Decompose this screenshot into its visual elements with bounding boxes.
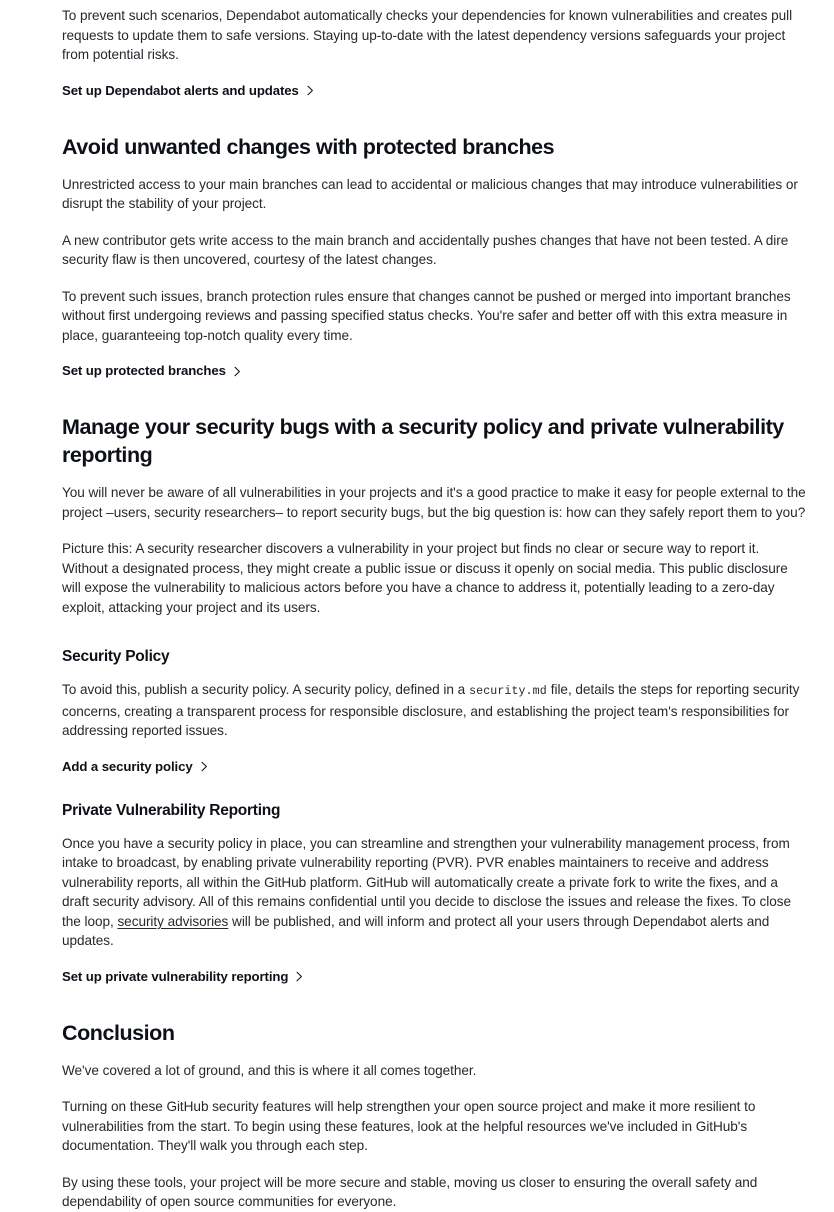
link-setup-protected-branches[interactable] (62, 362, 242, 380)
chevron-right-icon (306, 85, 315, 96)
link-label: Set up Dependabot alerts and updates (62, 82, 299, 98)
cta-row-security-policy (62, 758, 806, 778)
link-security-advisories[interactable]: security advisories (117, 913, 229, 929)
link-setup-private-vulnerability-reporting[interactable] (62, 968, 304, 986)
paragraph-security-policy (62, 680, 806, 741)
paragraph-part-1: To avoid this, publish a security policy. A security policy, defined in a (62, 682, 466, 697)
paragraph-security-bugs-1: You will never be aware of all vulnerabilities in your projects and it's a good practice to make it easy for people external to the project –users, security researchers– to report security bugs, but the big question is: how can they safely report them to you? (62, 485, 806, 520)
spacer (62, 988, 806, 1019)
paragraph-part-1: Once you have a security policy in place, you can streamline and strengthen your vulnerability management process, from intake to broadcast, by enabling private vulnerability reporting (PVR). PVR enables maintainers to receive and address vulnerability reports, all within the GitHub platform. GitHub will automatically create a private fork to write the fixes, and a draft security advisory. All of this remains confidential until you decide to disclose the issues and release the fixes. To close the loop, (62, 835, 791, 929)
heading-security-policy: Security Policy (62, 648, 170, 665)
chevron-right-icon (233, 366, 242, 377)
code-security-md: security.md (469, 685, 547, 698)
paragraph-private-vulnerability-reporting (62, 834, 806, 951)
cta-row-protected-branches (62, 362, 806, 382)
spacer (62, 778, 806, 800)
chevron-right-icon (200, 761, 209, 772)
link-setup-dependabot-alerts[interactable] (62, 82, 315, 100)
heading-manage-security-bugs: Manage your security bugs with a security policy and private vulnerability reporting (62, 415, 784, 467)
heading-conclusion: Conclusion (62, 1020, 175, 1045)
paragraph-security-bugs-2: Picture this: A security researcher discovers a vulnerability in your project but finds no clear or secure way to report it. Without a designated process, they might create a public issue or discuss it openly on social media. This public disclosure will expose the vulnerability to malicious actors before you have a chance to address it, potentially leading to a zero-day exploit, attacking your project and its users. (62, 541, 788, 615)
spacer (62, 102, 806, 133)
link-label: Set up protected branches (62, 363, 226, 378)
paragraph-conclusion-3: By using these tools, your project will be more secure and stable, moving us closer to ensuring the overall safety and dependability of open source communities for everyone. (62, 1174, 758, 1209)
chevron-right-icon (295, 971, 304, 982)
paragraph-protected-branches-3: To prevent such issues, branch protection rules ensure that changes cannot be pushed or merged into important branches without first undergoing reviews and passing specified status checks. You're safer and better off with this extra measure in place, guaranteeing top-notch quality every time. (62, 288, 791, 343)
paragraph-conclusion-1: We've covered a lot of ground, and this is where it all comes together. (62, 1062, 477, 1078)
paragraph-part-2: file, details the steps for reporting security concerns, creating a transparent process for responsible disclosure, and establishing the project team's responsibilities for addressing reported issues. (62, 682, 800, 738)
link-label: Set up private vulnerability reporting (62, 968, 289, 984)
heading-private-vulnerability-reporting: Private Vulnerability Reporting (62, 801, 281, 819)
cta-row-private-vulnerability-reporting (62, 968, 806, 988)
spacer (62, 634, 806, 646)
spacer (62, 382, 806, 413)
cta-row-dependabot (62, 82, 806, 102)
paragraph-conclusion-2: Turning on these GitHub security features will help strengthen your open source project and make it more resilient to vulnerabilities from the start. To begin using these features, look at the helpful resources we've included in GitHub's documentation. They'll walk you through each step. (62, 1099, 756, 1153)
paragraph-protected-branches-1: Unrestricted access to your main branches can lead to accidental or malicious changes that may introduce vulnerabilities or disrupt the stability of your project. (62, 176, 798, 211)
heading-protected-branches: Avoid unwanted changes with protected branches (62, 134, 555, 159)
paragraph-protected-branches-2: A new contributor gets write access to the main branch and accidentally pushes changes that have not been tested. A dire security flaw is then uncovered, courtesy of the latest changes. (62, 232, 789, 267)
link-label: Add a security policy (62, 758, 193, 774)
paragraph-dependabot-intro: To prevent such scenarios, Dependabot automatically checks your dependencies for known vulnerabilities and creates pull requests to update them to safe versions. Staying up-to-date with the latest dependency versions safeguards your project from potential risks. (62, 8, 793, 62)
link-add-security-policy[interactable] (62, 758, 209, 776)
paragraph-part-2: will be published, and will inform and protect all your users through Dependabot alerts and updates. (62, 913, 770, 948)
